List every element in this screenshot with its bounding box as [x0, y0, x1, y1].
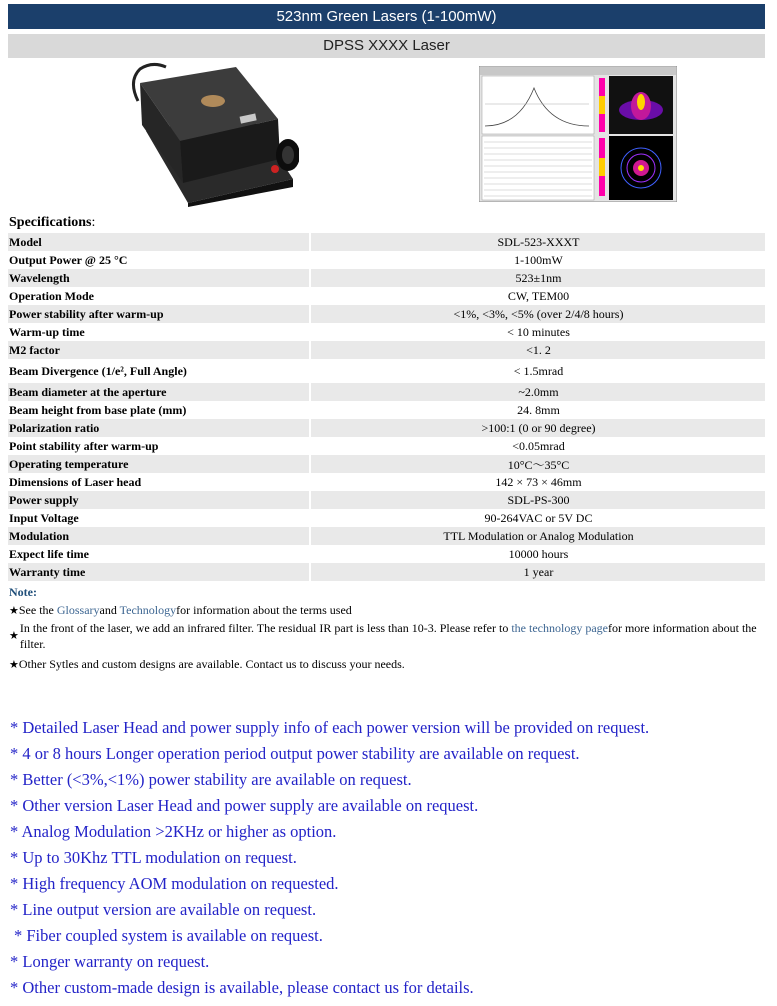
- list-item: * Up to 30Khz TTL modulation on request.: [10, 848, 297, 867]
- request-options-list: [10, 715, 649, 1001]
- list-item: * Fiber coupled system is available on request.: [14, 926, 323, 945]
- spec-label: Beam diameter at the aperture: [8, 383, 309, 401]
- spec-value: <1%, <3%, <5% (over 2/4/8 hours): [311, 305, 765, 323]
- star-icon: ★: [9, 630, 19, 642]
- spec-row: [8, 359, 765, 383]
- spec-label: Polarization ratio: [8, 419, 309, 437]
- list-item: * 4 or 8 hours Longer operation period output power stability are available on request.: [10, 744, 580, 763]
- spec-label: Input Voltage: [8, 509, 309, 527]
- spec-row: [8, 341, 765, 359]
- spec-row: [8, 473, 765, 491]
- technology-page-link[interactable]: the technology page: [511, 621, 608, 635]
- list-item: * Detailed Laser Head and power supply info of each power version will be provided on request.: [10, 718, 650, 737]
- spec-label: Beam height from base plate (mm): [8, 401, 309, 419]
- list-item: * High frequency AOM modulation on requested.: [10, 874, 339, 893]
- spec-value: 90-264VAC or 5V DC: [311, 509, 765, 527]
- spec-label: Power supply: [8, 491, 309, 509]
- spec-label: Wavelength: [8, 269, 309, 287]
- note-custom-designs: ★Other Sytles and custom designs are available. Contact us to discuss your needs.: [9, 657, 405, 671]
- list-item: * Other custom-made design is available, please contact us for details.: [10, 978, 474, 997]
- spec-row: [8, 509, 765, 527]
- spec-label: Expect life time: [8, 545, 309, 563]
- technology-link[interactable]: Technology: [119, 603, 177, 617]
- list-item: * Other version Laser Head and power supply are available on request.: [10, 796, 479, 815]
- spec-value: 1 year: [311, 563, 765, 581]
- laser-head-photo: [128, 61, 299, 207]
- spec-label: Point stability after warm-up: [8, 437, 309, 455]
- spec-value: 1-100mW: [311, 251, 765, 269]
- note-infrared-filter: ★ In the front of the laser, we add an infrared filter. The residual IR part is less than 10-3. Please refer to the technology pagefor more information about the filter.: [9, 621, 757, 651]
- spec-row: [8, 269, 765, 287]
- spec-label: Beam Divergence (1/e², Full Angle): [8, 359, 309, 383]
- spec-value: < 10 minutes: [311, 323, 765, 341]
- spec-label: Operation Mode: [8, 287, 309, 305]
- spec-value: < 1.5mrad: [311, 359, 765, 383]
- list-item: * Analog Modulation >2KHz or higher as option.: [10, 822, 337, 841]
- list-item: * Line output version are available on request.: [10, 900, 317, 919]
- list-item: * Better (<3%,<1%) power stability are available on request.: [10, 770, 412, 789]
- spec-row: [8, 305, 765, 323]
- spec-row: [8, 563, 765, 581]
- spec-row: [8, 527, 765, 545]
- spec-row: [8, 383, 765, 401]
- spec-label: Model: [8, 233, 309, 251]
- specifications-table: [8, 233, 765, 581]
- spec-row: [8, 401, 765, 419]
- spec-value: 24. 8mm: [311, 401, 765, 419]
- spec-value: SDL-523-XXXT: [311, 233, 765, 251]
- spec-label: Modulation: [8, 527, 309, 545]
- spec-value: 523±1nm: [311, 269, 765, 287]
- spec-label: Warranty time: [8, 563, 309, 581]
- spec-value: 10°C～35°C: [311, 455, 765, 473]
- specifications-heading: Specifications:: [9, 215, 96, 230]
- note-glossary: ★See the Glossaryand Technologyfor information about the terms used: [9, 603, 352, 617]
- spec-row: [8, 287, 765, 305]
- list-item: * Longer warranty on request.: [10, 952, 210, 971]
- spec-row: [8, 419, 765, 437]
- spec-value: CW, TEM00: [311, 287, 765, 305]
- spec-label: Warm-up time: [8, 323, 309, 341]
- star-icon: ★: [9, 659, 19, 671]
- product-subtitle: DPSS XXXX Laser: [8, 34, 765, 58]
- spec-value: ~2.0mm: [311, 383, 765, 401]
- spec-label: Dimensions of Laser head: [8, 473, 309, 491]
- spec-value: <1. 2: [311, 341, 765, 359]
- spec-label: Power stability after warm-up: [8, 305, 309, 323]
- spec-label: Operating temperature: [8, 455, 309, 473]
- spec-row: [8, 323, 765, 341]
- spec-label: M2 factor: [8, 341, 309, 359]
- beam-profiler-screenshot: [479, 66, 677, 202]
- spec-row: [8, 545, 765, 563]
- spec-row: [8, 437, 765, 455]
- spec-value: TTL Modulation or Analog Modulation: [311, 527, 765, 545]
- glossary-link[interactable]: Glossary: [56, 603, 100, 617]
- spec-value: <0.05mrad: [311, 437, 765, 455]
- spec-row: [8, 251, 765, 269]
- spec-row: [8, 455, 765, 473]
- page-title: 523nm Green Lasers (1-100mW): [8, 4, 765, 29]
- spec-label: Output Power @ 25 °C: [8, 251, 309, 269]
- spec-row: [8, 233, 765, 251]
- spec-value: 10000 hours: [311, 545, 765, 563]
- spec-row: [8, 491, 765, 509]
- spec-value: 142 × 73 × 46mm: [311, 473, 765, 491]
- star-icon: ★: [9, 605, 19, 617]
- note-label: Note:: [9, 585, 37, 599]
- spec-value: SDL-PS-300: [311, 491, 765, 509]
- spec-value: >100:1 (0 or 90 degree): [311, 419, 765, 437]
